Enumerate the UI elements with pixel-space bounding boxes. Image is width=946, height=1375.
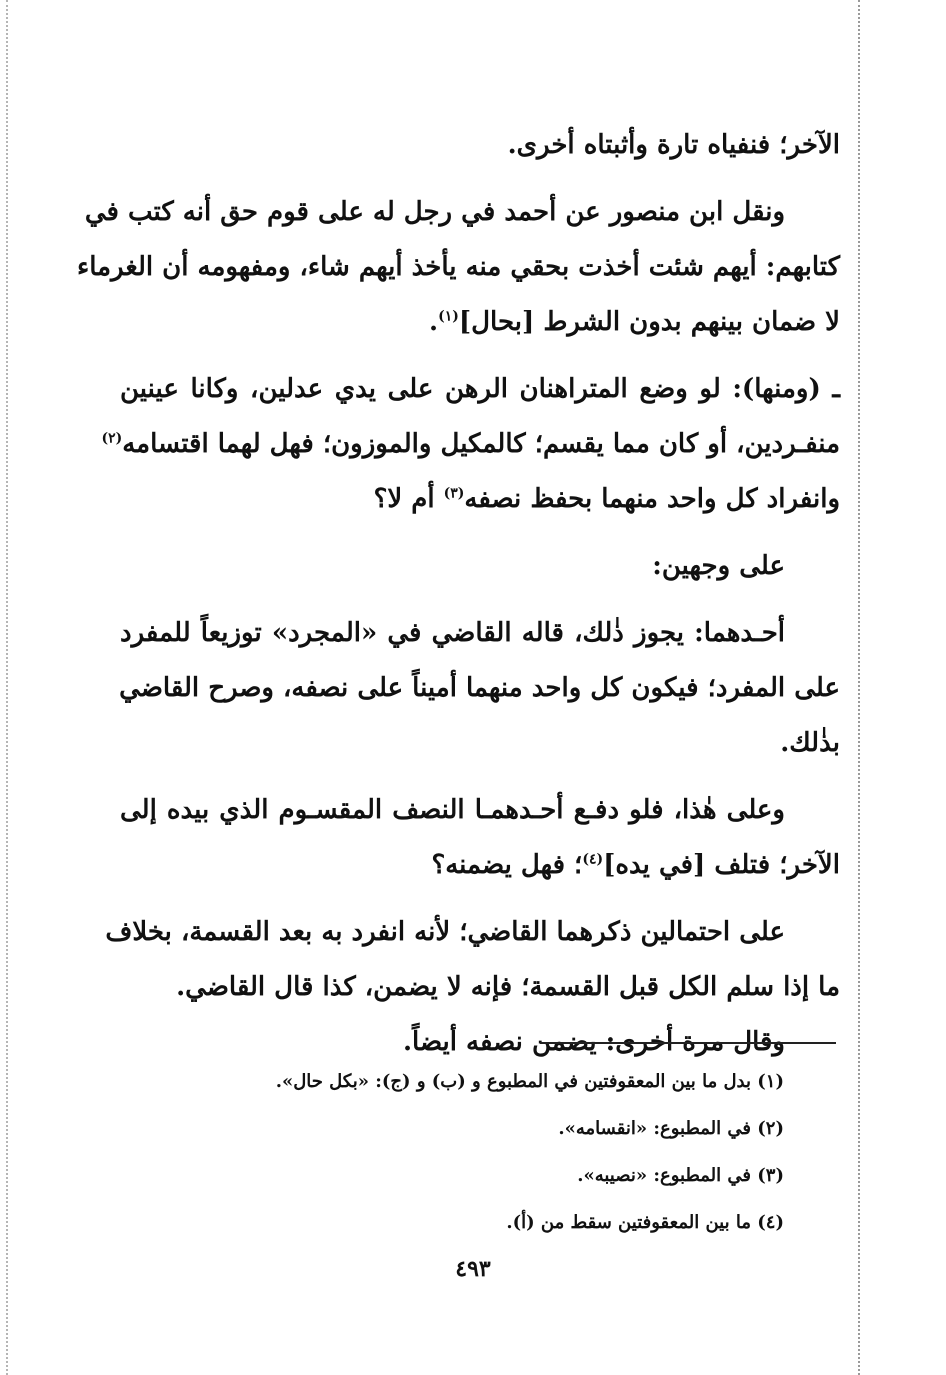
text-line [120,118,840,173]
line-text: بذٰلك. [780,728,840,758]
line-text: الآخر؛ فنفياه تارة وأثبتاه أخرى. [507,130,840,160]
text-line [120,539,840,594]
line-text: ونقل ابن منصور عن أحمد في رجل له على قوم حق أنه كتب في [84,197,785,227]
footnote-marker-2: (٢) [101,430,123,447]
line-text: وانفراد كل واحد منهما بحفظ نصفه [464,484,840,514]
text-line [120,661,840,716]
main-text [76,118,840,1070]
footnotes [184,1058,784,1246]
text-line [101,417,840,472]
line-text: على المفرد؛ فيكون كل واحد منهما أميناً على نصفه، وصرح القاضي [119,673,840,703]
line-text: أم لا؟ [373,484,444,514]
text-line [120,783,840,838]
text-line [120,295,840,350]
footnote-marker-1: (١) [438,308,459,325]
text-line [120,716,840,771]
text-line [120,960,840,1015]
footnote-3: (٣) في المطبوع: «نصيبه». [577,1165,784,1186]
text-line [105,905,840,960]
line-text: ما إذا سلم الكل قبل القسمة؛ فإنه لا يضمن، كذا قال القاضي. [176,972,840,1002]
footnote-2: (٢) في المطبوع: «انقسامه». [558,1118,784,1139]
left-page-edge [6,0,8,1375]
line-text: لا ضمان بينهم بدون الشرط [بحال] [458,307,840,337]
text-line [120,362,840,417]
period: . [429,307,439,337]
footnote-marker-3: (٣) [443,485,465,502]
line-text: على وجهين: [652,551,785,581]
line-text: وعلى هٰذا، فلو دفـع أحـدهمـا النصف المقسـوم الذي بيده إلى [120,795,785,825]
line-text: ـ (ومنها): لو وضع المتراهنان الرهن على يدي عدلين، وكانا عينين [120,374,840,404]
page-number: ٤٩٣ [455,1256,491,1282]
text-line [120,606,840,661]
line-text: الآخر؛ فتلف [في يده] [603,850,840,880]
text-line [84,185,840,240]
line-text: كتابهم: أيهم شئت أخذت بحقي منه يأخذ أيهم شاء، ومفهومه أن الغرماء [76,252,840,282]
footnote-separator [540,1042,836,1044]
right-binding-edge [858,0,860,1375]
line-text: ؛ فهل يضمنه؟ [431,850,583,880]
line-text: وقال مرة أخرى: يضمن نصفه أيضاً. [402,1027,785,1057]
footnote-4: (٤) ما بين المعقوفتين سقط من (أ). [506,1212,784,1233]
text-line [120,838,840,893]
footnote-1: (١) بدل ما بين المعقوفتين في المطبوع و (ب) و (ج): «بكل حال». [275,1071,784,1092]
footnote-marker-4: (٤) [582,851,604,868]
line-text: منفـردين، أو كان مما يقسم؛ كالمكيل والموزون؛ فهل لهما اقتسامه [122,429,840,459]
text-line [76,240,840,295]
line-text: أحـدهما: يجوز ذٰلك، قاله القاضي في «المجرد» توزيعاً للمفرد [120,618,785,648]
text-line [120,472,840,527]
line-text: على احتمالين ذكرهما القاضي؛ لأنه انفرد به بعد القسمة، بخلاف [105,917,785,947]
